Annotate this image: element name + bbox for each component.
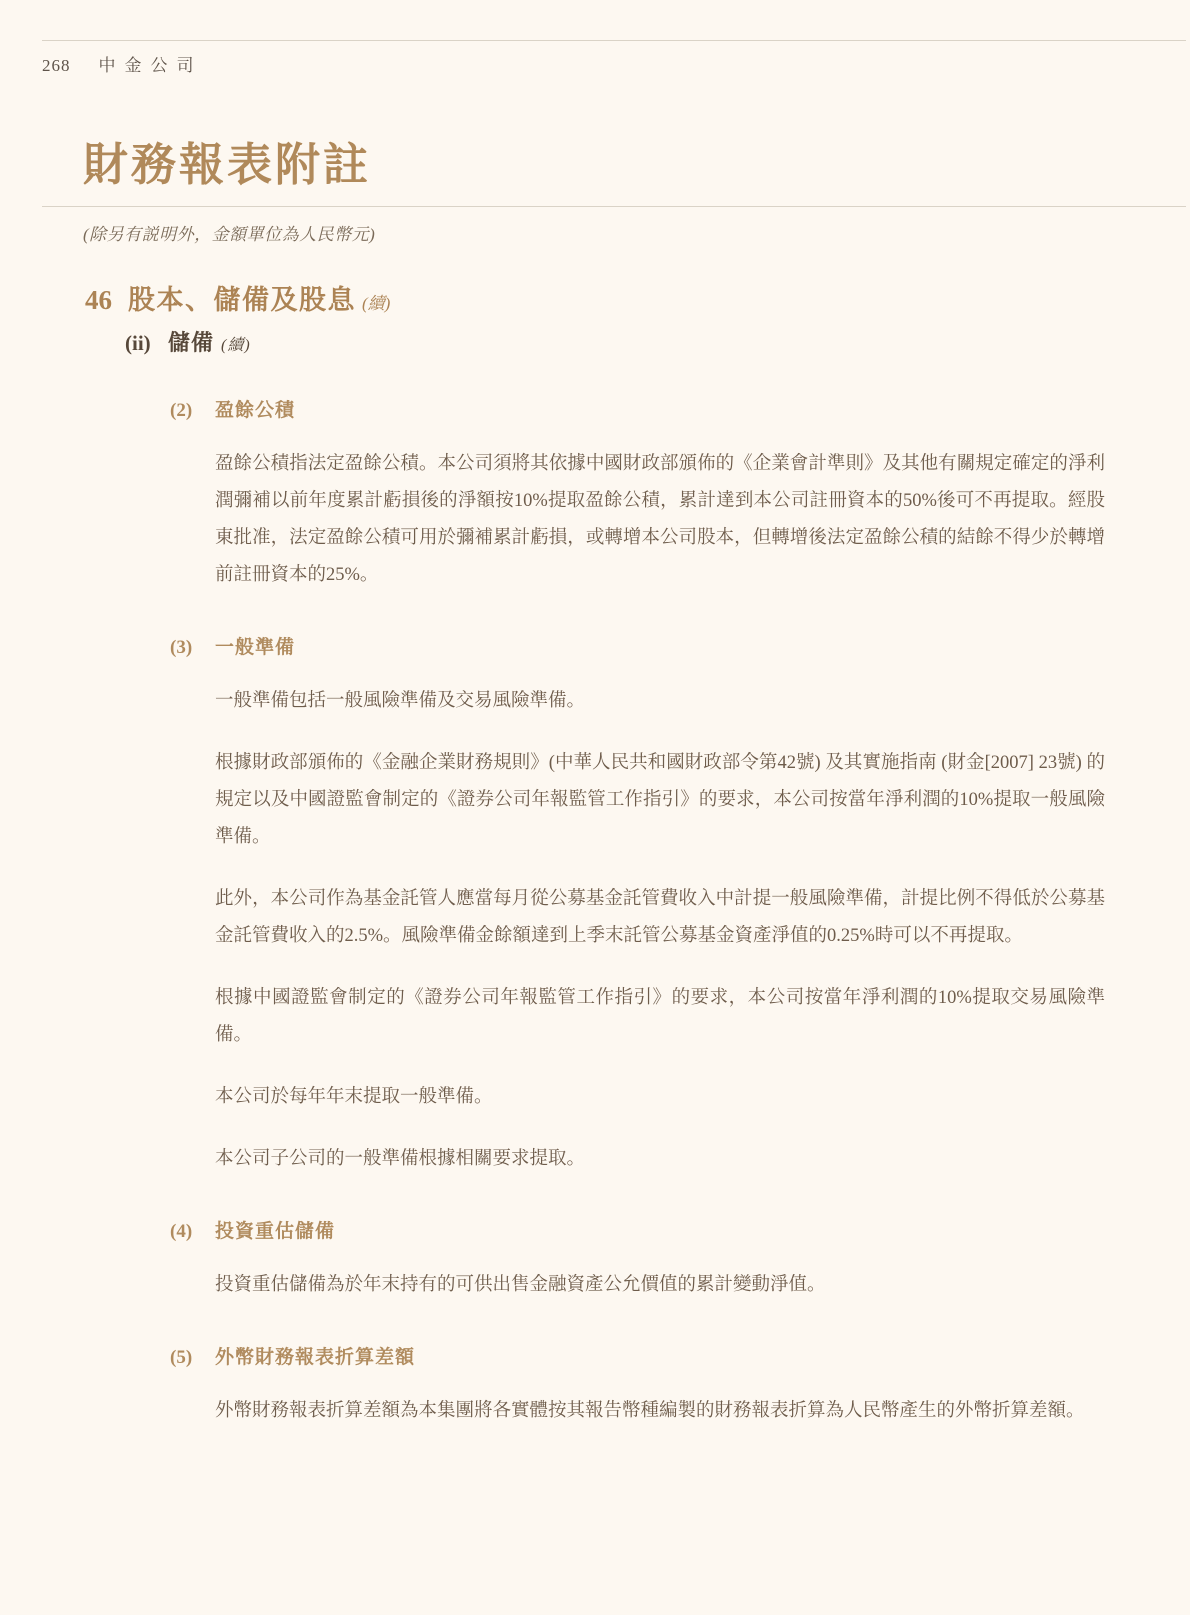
item-heading [42,1216,1186,1243]
section-heading [42,278,1186,317]
item-title: 一般準備 [215,636,296,658]
paragraph: 本公司子公司的一般準備根據相關要求提取。 [215,1148,586,1169]
paragraph: 根據中國證監會制定的《證券公司年報監管工作指引》的要求，本公司按當年淨利潤的10%提取交易風險準備。 [215,987,1105,1045]
item-foreign-currency-translation [42,1342,1186,1430]
paragraph: 一般準備包括一般風險準備及交易風險準備。 [215,690,586,711]
item-heading [42,395,1186,422]
item-label: (5) [170,1346,193,1368]
page-number: 268 [42,56,71,75]
subsection-continued-marker: (續) [221,336,251,354]
subsection-title-text: 儲備 [168,329,215,355]
paragraph: 此外，本公司作為基金託管人應當每月從公募基金託管費收入中計提一般風險準備，計提比例不得低於公募基金託管費收入的2.5%。風險準備金餘額達到上季末託管公募基金資產淨值的0.25%時可以不再提取。 [215,888,1105,946]
paragraph: 投資重估儲備為於年末持有的可供出售金融資產公允價值的累計變動淨值。 [215,1274,826,1295]
page-title: 財務報表附註 [83,140,372,190]
document-page [0,40,1190,1615]
section-title-text: 股本、儲備及股息 [128,284,356,315]
section-continued-marker: (續) [362,293,391,313]
paragraph: 本公司於每年年末提取一般準備。 [215,1086,493,1107]
paragraph: 根據財政部頒佈的《金融企業財務規則》(中華人民共和國財政部令第42號) 及其實施指南 (財金[2007] 23號) 的規定以及中國證監會制定的《證券公司年報監管工作指引》的要求，本公司按當年淨利潤的10%提取一般風險準備。 [215,752,1105,847]
title-rule [42,206,1186,207]
item-label: (2) [170,399,193,421]
paragraph: 盈餘公積指法定盈餘公積。本公司須將其依據中國財政部頒佈的《企業會計準則》及其他有關規定確定的淨利潤彌補以前年度累計虧損後的淨額按10%提取盈餘公積，累計達到本公司註冊資本的50%後可不再提取。經股東批准，法定盈餘公積可用於彌補累計虧損，或轉增本公司股本，但轉增後法定盈餘公積的結餘不得少於轉增前註冊資本的25%。 [215,453,1105,585]
item-title: 盈餘公積 [215,399,296,421]
page-header [42,51,1186,76]
subsection-heading [42,326,1186,357]
item-investment-revaluation-reserve [42,1216,1186,1304]
item-title: 投資重估儲備 [215,1220,336,1242]
item-label: (4) [170,1220,193,1242]
item-general-reserve [42,632,1186,1178]
company-name: 中金公司 [98,56,203,75]
paragraph: 外幣財務報表折算差額為本集團將各實體按其報告幣種編製的財務報表折算為人民幣產生的外幣折算差額。 [215,1400,1085,1421]
section-number: 46 [85,284,112,315]
item-title: 外幣財務報表折算差額 [215,1346,416,1368]
subsection-title [168,326,251,357]
header-rule [42,40,1186,41]
section-46 [42,278,1186,1430]
item-label: (3) [170,636,193,658]
item-surplus-reserve [42,395,1186,594]
item-heading [42,632,1186,659]
section-title [128,278,390,317]
item-heading [42,1342,1186,1369]
currency-note: (除另有説明外，金額單位為人民幣元) [83,224,376,244]
subsection-label: (ii) [125,330,151,355]
